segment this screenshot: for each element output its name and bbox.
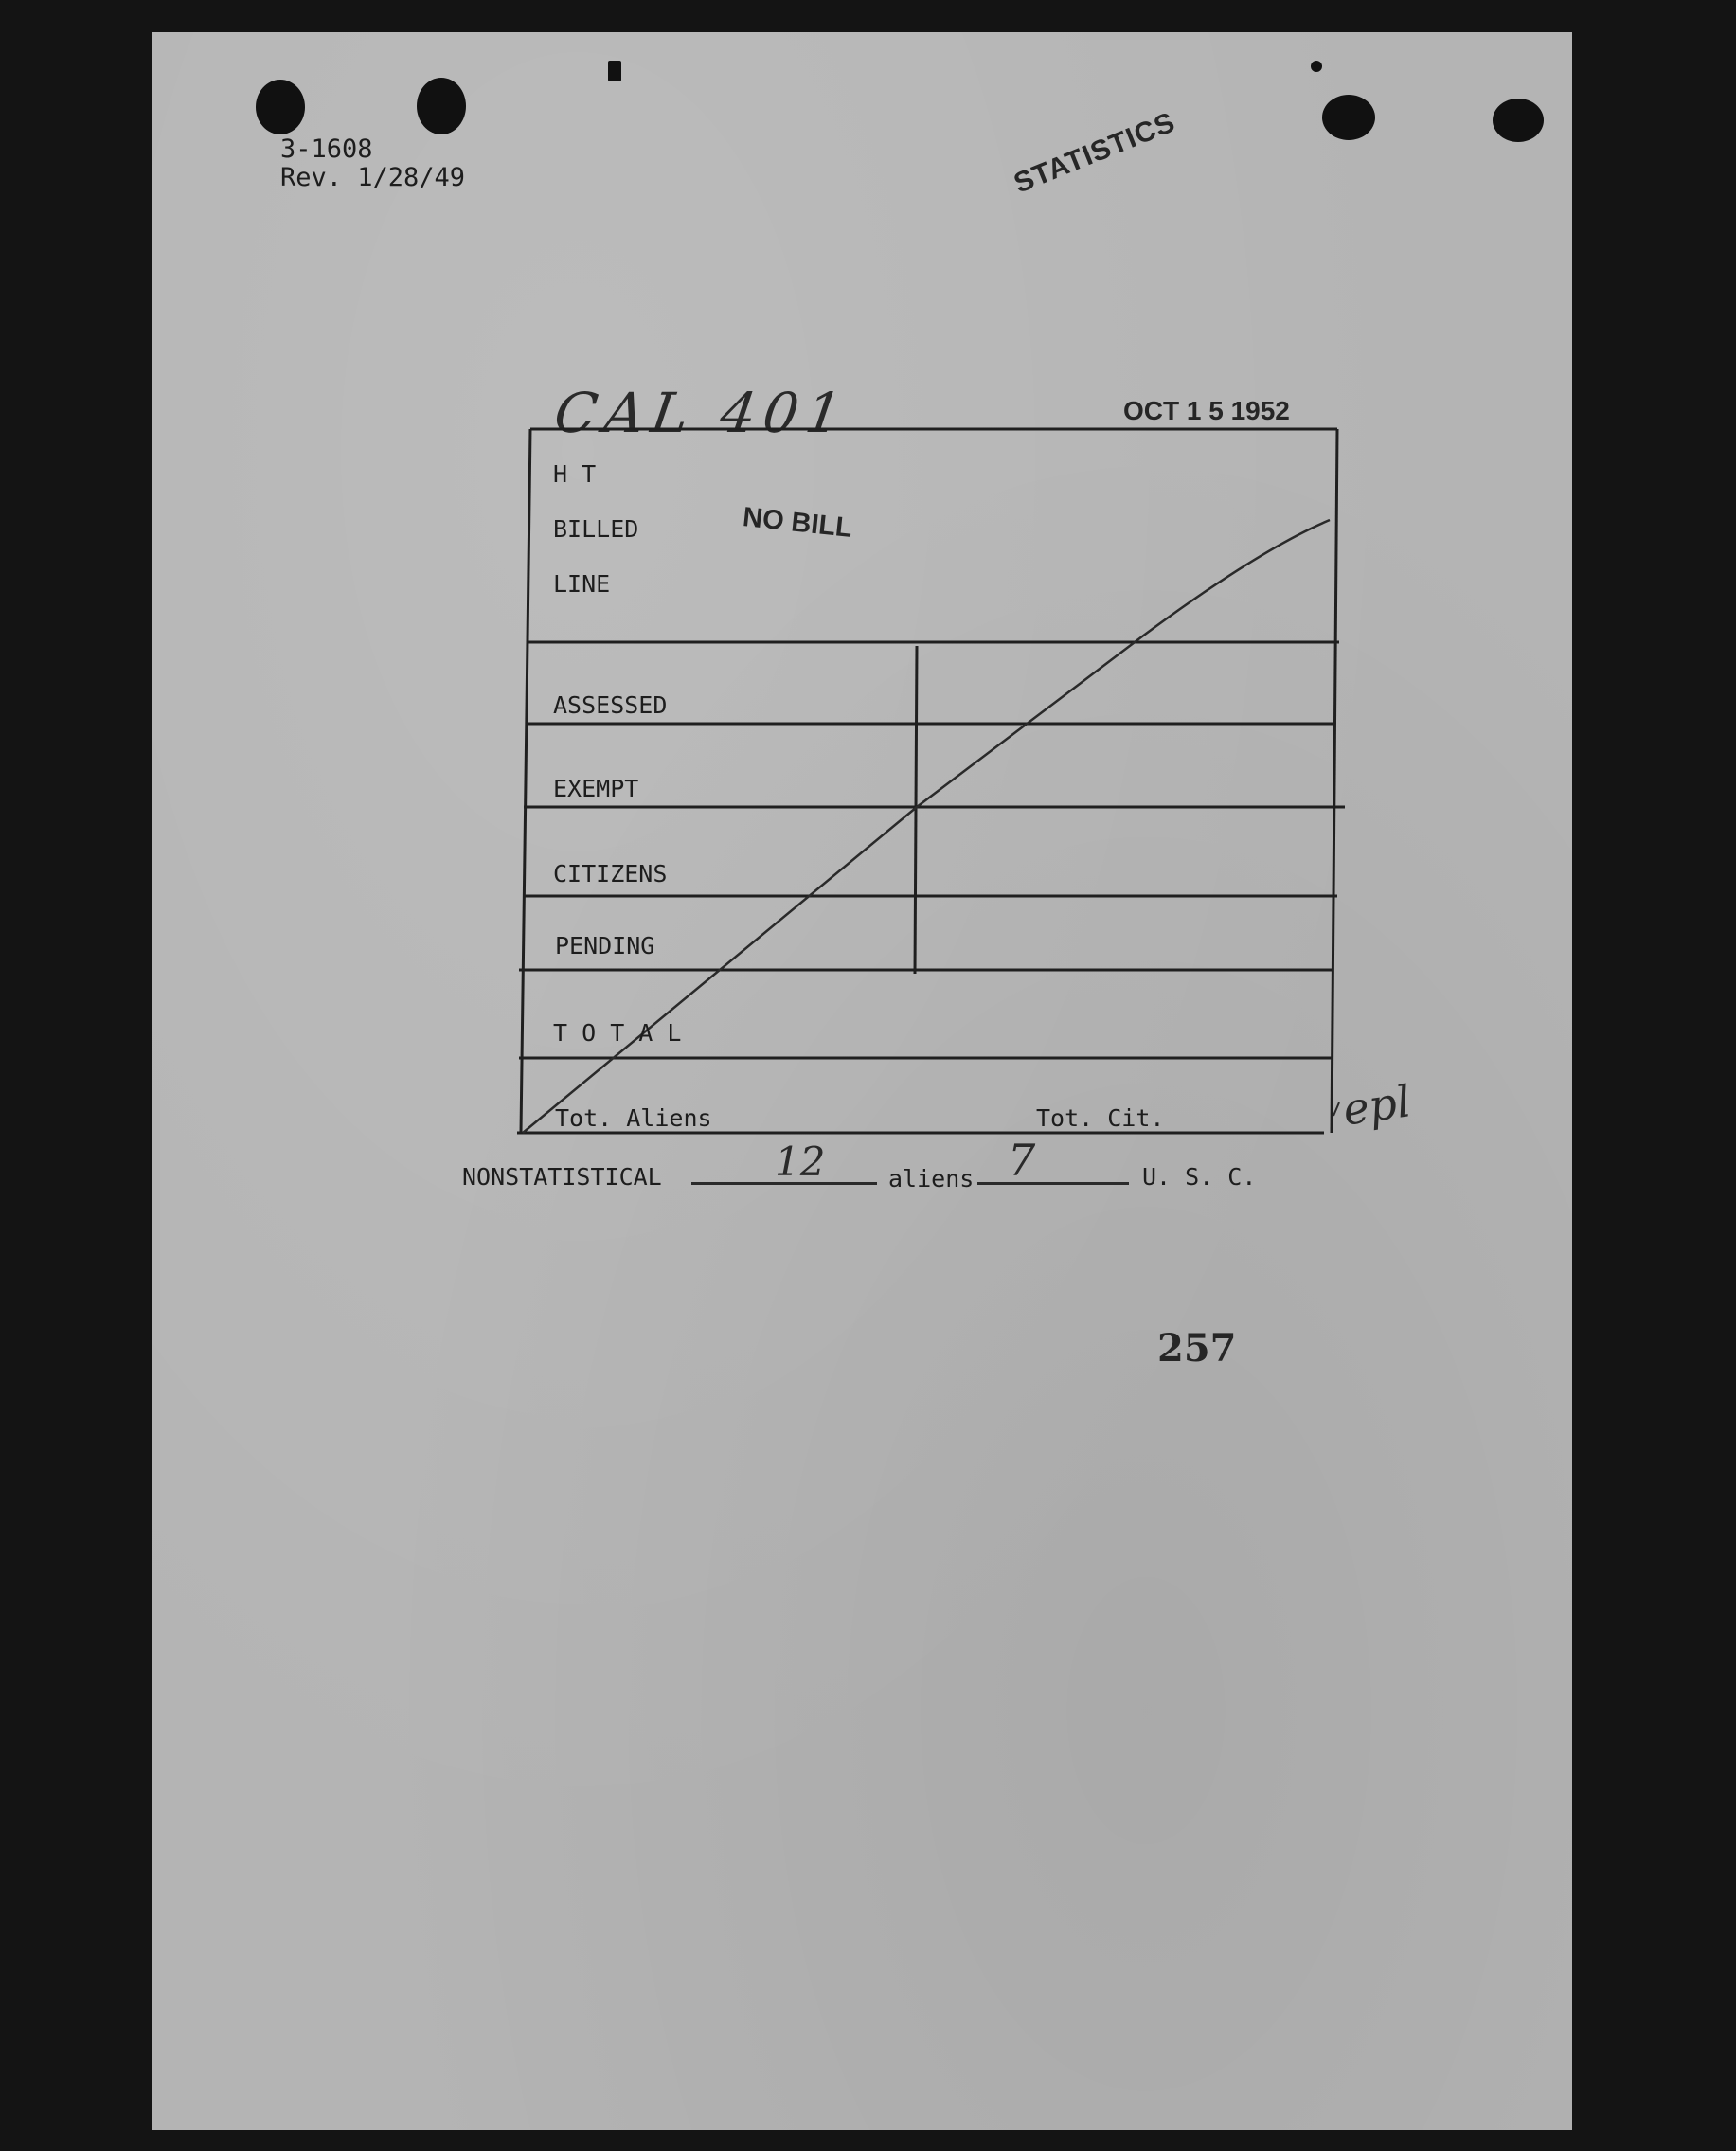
aliens-label: aliens	[888, 1165, 975, 1192]
form-number: 3-1608	[280, 134, 373, 164]
statistics-stamp: STATISTICS	[1010, 106, 1180, 200]
label-billed: BILLED	[553, 515, 639, 543]
label-pending: PENDING	[555, 932, 655, 959]
initials-tick	[1333, 1102, 1339, 1116]
label-total: T O T A L	[553, 1019, 682, 1047]
usc-fill-line	[977, 1182, 1129, 1185]
handwritten-initials: epl	[1339, 1075, 1414, 1136]
table-border-right	[1332, 429, 1337, 1133]
page-number: 257	[1157, 1326, 1237, 1371]
aliens-count: 12	[775, 1138, 826, 1185]
label-ht: H T	[553, 460, 597, 488]
label-citizens: CITIZENS	[553, 860, 668, 887]
label-tot-aliens: Tot. Aliens	[555, 1104, 712, 1132]
label-line: LINE	[553, 570, 611, 598]
usc-label: U. S. C.	[1142, 1163, 1257, 1191]
label-tot-cit: Tot. Cit.	[1036, 1104, 1165, 1132]
form-revision: Rev. 1/28/49	[280, 163, 466, 192]
label-assessed: ASSESSED	[553, 691, 668, 719]
handwritten-reference: CAL 401	[550, 381, 853, 445]
label-exempt: EXEMPT	[553, 775, 639, 802]
nonstatistical-label: NONSTATISTICAL	[462, 1163, 662, 1191]
usc-count: 7	[1008, 1135, 1036, 1186]
table-border-left	[521, 429, 530, 1133]
no-bill-stamp: NO BILL	[741, 502, 854, 544]
date-stamp: OCT 1 5 1952	[1123, 396, 1290, 425]
